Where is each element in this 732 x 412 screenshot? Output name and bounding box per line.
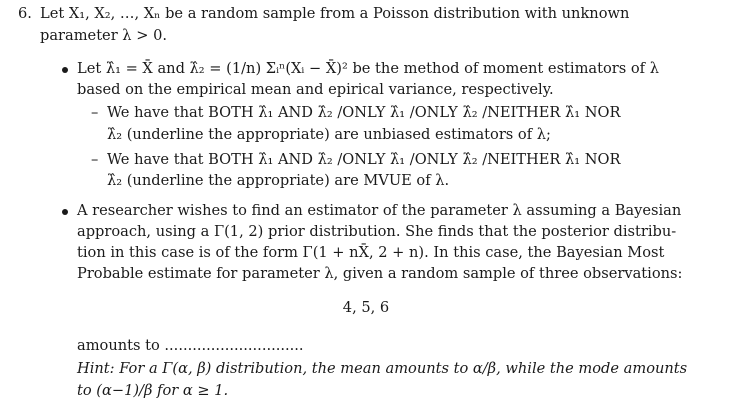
bullet1-line1: Let λ̂₁ = X̄ and λ̂₂ = (1/n) Σᵢⁿ(Xᵢ − X̄)² be the method of moment estimators of λ [77, 60, 659, 77]
sub-item-dash: – [91, 151, 99, 168]
bullet-marker [62, 67, 68, 73]
sub-item2-line2: λ̂₂ (underline the appropriate) are MVUE of λ. [107, 172, 450, 189]
question-intro-line1: Let X₁, X₂, …, Xₙ be a random sample from a Poisson distribution with unknown [40, 5, 630, 22]
sub-item-dash: – [91, 104, 99, 121]
sub-item1-line1: We have that BOTH λ̂₁ AND λ̂₂ /ONLY λ̂₁ /ONLY λ̂₂ /NEITHER λ̂₁ NOR [107, 104, 621, 121]
answer-blank: amounts to .............................. [77, 337, 304, 354]
bullet2-line1: A researcher wishes to find an estimator of the parameter λ assuming a Bayesian [77, 202, 682, 219]
question-number: 6. [18, 5, 32, 22]
bullet-marker [62, 209, 68, 215]
hint-line2: to (α−1)/β for α ≥ 1. [77, 382, 229, 399]
hint-line1: Hint: For a Γ(α, β) distribution, the mean amounts to α/β, while the mode amounts [77, 360, 688, 377]
observations: 4, 5, 6 [342, 299, 390, 316]
bullet2-line3: tion in this case is of the form Γ(1 + nX̄, 2 + n). In this case, the Bayesian Most [77, 244, 665, 261]
bullet2-line4: Probable estimate for parameter λ, given a random sample of three observations: [77, 265, 683, 282]
sub-item2-line1: We have that BOTH λ̂₁ AND λ̂₂ /ONLY λ̂₁ /ONLY λ̂₂ /NEITHER λ̂₁ NOR [107, 151, 621, 168]
question-intro-line2: parameter λ > 0. [40, 27, 167, 44]
bullet2-line2: approach, using a Γ(1, 2) prior distribution. She finds that the posterior distribu- [77, 223, 677, 240]
bullet1-line2: based on the empirical mean and epirical variance, respectively. [77, 81, 554, 98]
sub-item1-line2: λ̂₂ (underline the appropriate) are unbiased estimators of λ; [107, 126, 551, 143]
